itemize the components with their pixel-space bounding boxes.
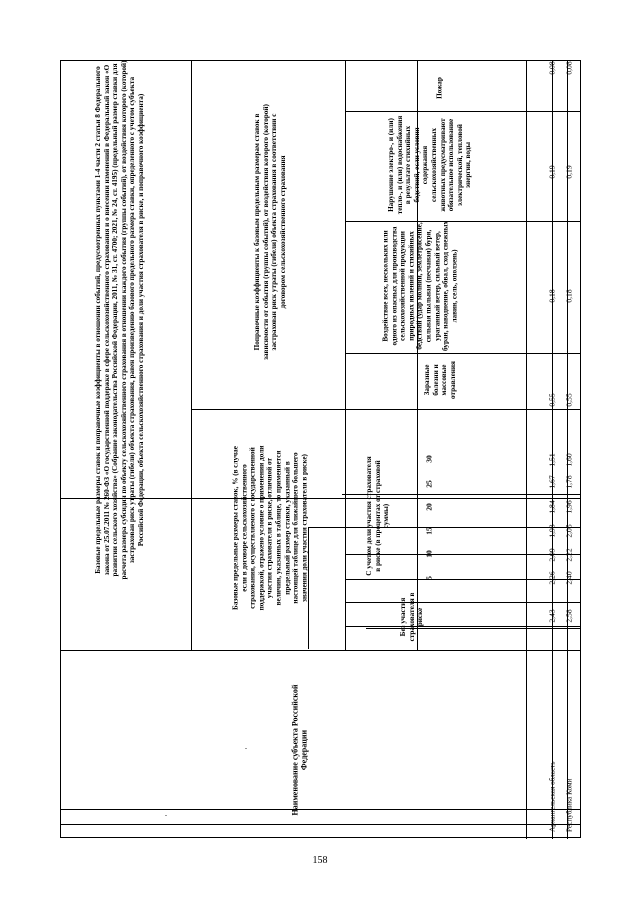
row-region-1: Республика Коми (565, 778, 574, 832)
share-30: 30 (424, 455, 434, 463)
row1-coef-natural: 0,18 (564, 289, 574, 303)
rule-base-coef (191, 409, 580, 410)
rule-data-start (526, 61, 527, 839)
row2-share-5: 2,26 (547, 571, 557, 585)
rule-coef-3 (345, 111, 580, 112)
header-base-rates: Базовые предельные размеры ставок, % (в случае если в договоре сельскохозяйственного страхования, осуществляемого с государственной поддержкой, отражено условие о применении доли участия страхователя в риске, отличной от величин, указанных в таблице, то применяется предельный размер ставки, указанный в настоящей таблице для ближайшего большего значения доли участия страхователя в риске) (231, 445, 309, 611)
scan-speck (165, 815, 167, 816)
header-correction: Поправочные коэффициенты к базовым предельным размерам ставок в зависимости от события (группы событий), от воздействия которого (которой) застрахован риск утраты (гибели) объекта страхования в соответствии с договором сельскохозяйственного страхования (252, 104, 287, 360)
header-with-share: С учетом доли участия страхователя в риске (в процентах от страховой суммы) (365, 456, 391, 576)
row1-coef-utilities: 0,19 (564, 165, 574, 179)
row1-share-30: 1,60 (564, 453, 574, 467)
row1-share-15: 2,05 (564, 524, 574, 538)
row1-base: 2,58 (564, 609, 574, 623)
row2-base: 2,43 (547, 609, 557, 623)
rule-row-2 (61, 824, 580, 825)
share-25: 25 (424, 480, 434, 488)
row2-share-10: 2,09 (547, 548, 557, 562)
rule-share-20 (345, 602, 580, 603)
rule-region-col (61, 650, 580, 651)
rule-coef-1 (345, 353, 580, 354)
event-fire: Пожар (435, 77, 444, 99)
share-20: 20 (424, 503, 434, 511)
rule-share-line (308, 527, 580, 528)
row2-coef-natural: 0,18 (547, 289, 557, 303)
row2-coef-utilities: 0,19 (547, 165, 557, 179)
header-title: Базовые предельные размеры ставок и поправочные коэффициенты в отношении событий, предусмотренных пунктами 1-4 части 2 статьи 8 Федерального закона от 25.07.2011 № 260-ФЗ «О государственной поддержке в сфере сельскохозяйственного страхования и о внесении изменений в Федеральный закон «О развитии сельского хозяйства» (Собрание законодательства Российской Федерации, 2011, № 31, ст. 4700; 2021, № 24, ст. 4195) (предельный размер ставки для расчета размера субсидии по объекту сельскохозяйственного страхования в отношении каждого события (группы событий), от воздействия которого (которой) застрахован риск утраты (гибели) объекта страхования, равен произведению базового предельного размера ставки, определенного с учетом субъекта Российской Федерации, объекта сельскохозяйственного страхования и доли участия страхователя в риске, и поправочного коэффициента) (94, 60, 146, 580)
row2-share-25: 1,67 (547, 475, 557, 489)
event-natural: Воздействие всех, нескольких или одного из опасных для производства сельскохозяйственной продукции природных явлений и стихийных бедствий (удар молнии, землетрясение, сильная пыльная (песчаная) буря, ураганный ветер, сильный ветер, буран, наводнение, обвал, сход снежных лавин, сель, оползень) (381, 221, 459, 351)
row2-share-15: 1,93 (547, 524, 557, 538)
scan-speck (245, 748, 247, 749)
row1-coef-fire: 0,08 (564, 61, 574, 75)
rule-title (191, 61, 192, 650)
row1-share-5: 2,40 (564, 571, 574, 585)
share-15: 15 (424, 527, 434, 535)
row1-coef-infections: 0,55 (564, 393, 574, 407)
row1-share-25: 1,78 (564, 475, 574, 489)
share-10: 10 (424, 550, 434, 558)
header-no-share: Без участия страхователя в риске (399, 592, 425, 642)
rule-share-15 (345, 579, 580, 580)
rule-subheader (345, 61, 346, 650)
rule-share-25 (345, 626, 580, 627)
rule-row-1 (61, 809, 580, 810)
row2-share-30: 1,51 (547, 453, 557, 467)
share-5: 5 (424, 576, 434, 580)
rule-coef-2 (345, 221, 580, 222)
row2-coef-infections: 0,55 (547, 393, 557, 407)
page-number: 158 (312, 855, 328, 866)
row2-share-20: 1,84 (547, 500, 557, 514)
event-utilities: Нарушение электро-, и (или) тепло-, и (или) водоснабжения в результате стихийных бедствий, если условия содержания сельскохозяйственных животных предусматривают обязательное использование электрической, тепловой энергии, воды (387, 115, 473, 215)
event-infections: Заразные болезни и массовые отравления (422, 361, 457, 399)
row-region-2: Архангельская область (548, 761, 557, 832)
row2-coef-fire: 0,08 (547, 61, 557, 75)
header-region: Наименование субъекта Российской Федерации (290, 684, 308, 816)
row1-share-20: 1,96 (564, 500, 574, 514)
rule-share-split (366, 628, 580, 629)
row1-share-10: 2,22 (564, 548, 574, 562)
